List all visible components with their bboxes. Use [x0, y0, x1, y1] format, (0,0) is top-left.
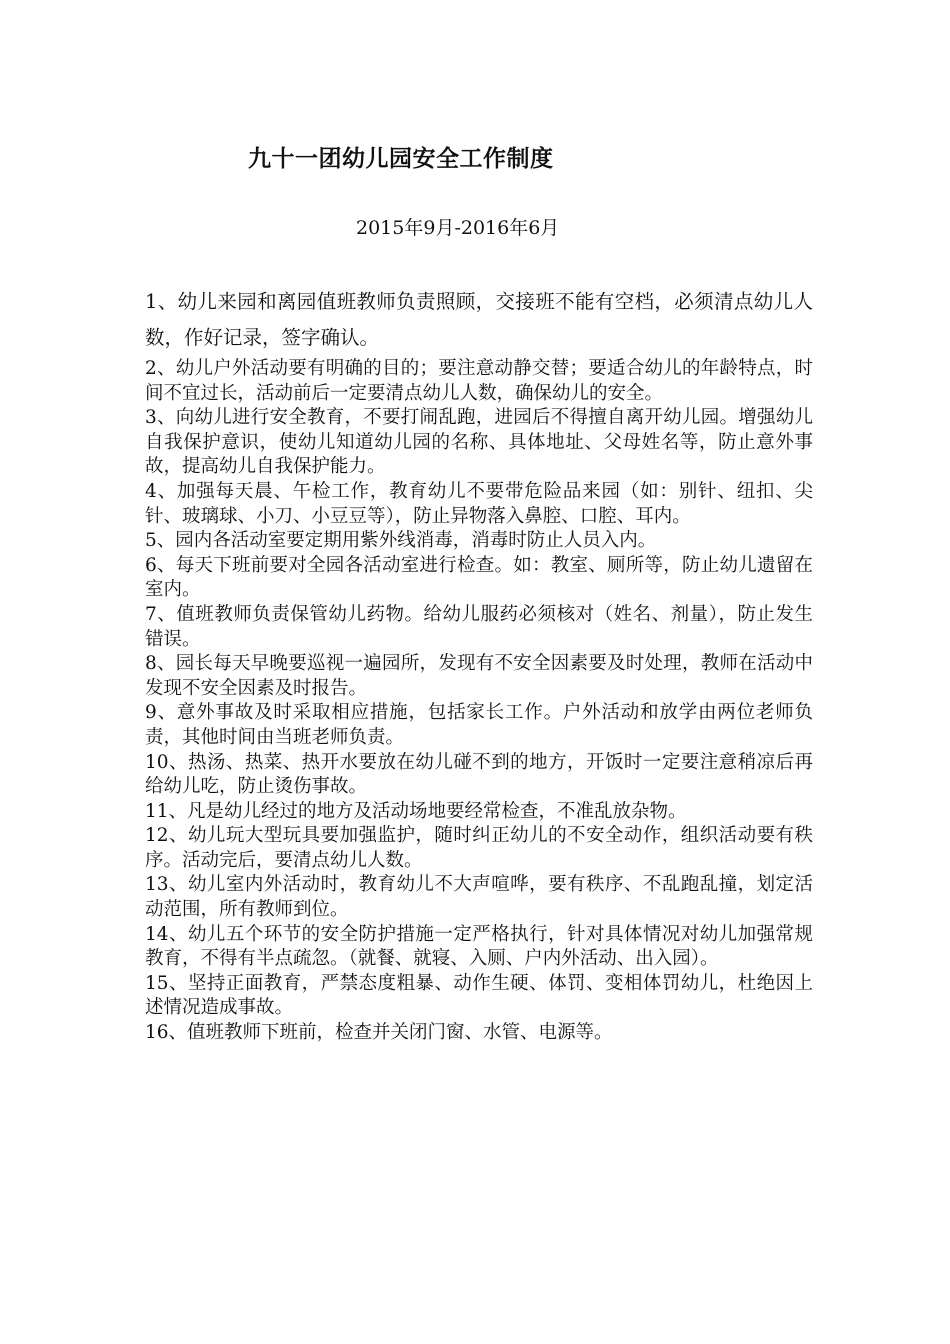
rule-item: 3、向幼儿进行安全教育，不要打闹乱跑，进园后不得擅自离开幼儿园。增强幼儿自我保护意识，使幼儿知道幼儿园的名称、具体地址、父母姓名等，防止意外事故，提高幼儿自我保护能力。	[145, 407, 813, 478]
rule-item: 15、坚持正面教育，严禁态度粗暴、动作生硬、体罚、变相体罚幼儿，杜绝因上述情况造成事故。	[145, 972, 813, 1019]
rule-item: 5、园内各活动室要定期用紫外线消毒，消毒时防止人员入内。	[145, 530, 657, 552]
document-title: 九十一团幼儿园安全工作制度	[248, 146, 554, 172]
rule-item: 2、幼儿户外活动要有明确的目的；要注意动静交替；要适合幼儿的年龄特点，时间不宜过长，活动前后一定要清点幼儿人数，确保幼儿的安全。	[145, 358, 813, 404]
rule-item: 11、凡是幼儿经过的地方及活动场地要经常检查，不准乱放杂物。	[145, 800, 687, 822]
rules-list	[145, 284, 813, 1046]
date-range: 2015年9月-2016年6月	[356, 217, 560, 239]
rule-item: 12、幼儿玩大型玩具要加强监护，随时纠正幼儿的不安全动作，组织活动要有秩序。活动完后，要清点幼儿人数。	[145, 825, 813, 871]
rule-item: 16、值班教师下班前，检查并关闭门窗、水管、电源等。	[145, 1022, 613, 1044]
rule-item: 10、热汤、热菜、热开水要放在幼儿碰不到的地方，开饭时一定要注意稍凉后再给幼儿吃，防止烫伤事故。	[145, 751, 813, 798]
rule-item: 4、加强每天晨、午检工作，教育幼儿不要带危险品来园（如：别针、纽扣、尖针、玻璃球、小刀、小豆豆等），防止异物落入鼻腔、口腔、耳内。	[145, 480, 813, 527]
rule-item: 6、每天下班前要对全园各活动室进行检查。如：教室、厕所等，防止幼儿遗留在室内。	[145, 554, 813, 601]
rule-item: 7、值班教师负责保管幼儿药物。给幼儿服药必须核对（姓名、剂量），防止发生错误。	[145, 603, 813, 650]
rule-item: 8、园长每天早晚要巡视一遍园所，发现有不安全因素要及时处理，教师在活动中发现不安全因素及时报告。	[145, 653, 813, 699]
rule-item: 14、幼儿五个环节的安全防护措施一定严格执行，针对具体情况对幼儿加强常规教育，不得有半点疏忽。（就餐、就寝、入厕、户内外活动、出入园）。	[145, 923, 813, 970]
rule-item: 1、幼儿来园和离园值班教师负责照顾，交接班不能有空档，必须清点幼儿人数，作好记录，签字确认。	[145, 290, 813, 349]
rule-item: 9、意外事故及时采取相应措施，包括家长工作。户外活动和放学由两位老师负责，其他时间由当班老师负责。	[145, 702, 813, 748]
rule-item: 13、幼儿室内外活动时，教育幼儿不大声喧哗，要有秩序、不乱跑乱撞，划定活动范围，所有教师到位。	[145, 874, 813, 921]
